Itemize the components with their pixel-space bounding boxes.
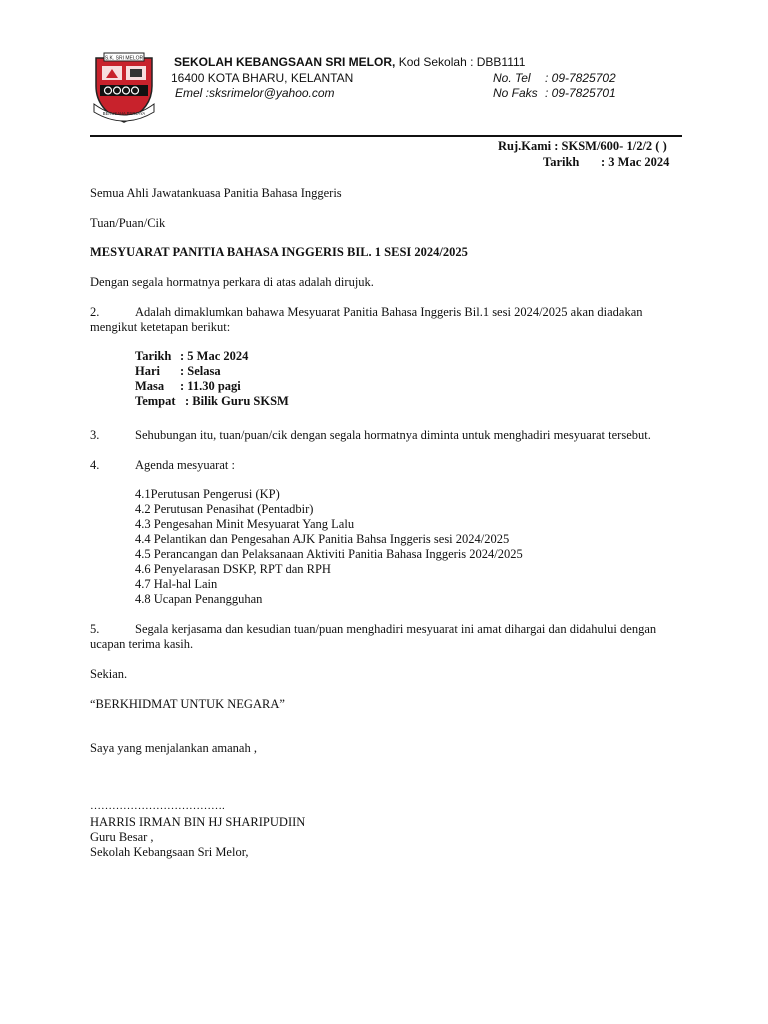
logo-motto-text: BERUSAHA BERJAYA <box>102 111 146 116</box>
para5-number: 5. <box>90 622 100 636</box>
agenda-item: 4.2 Perutusan Penasihat (Pentadbir) <box>135 502 314 516</box>
date-label: Tarikh <box>543 155 580 169</box>
school-crest-logo <box>90 52 158 124</box>
agenda-item: 4.6 Penyelarasan DSKP, RPT dan RPH <box>135 562 331 576</box>
tel-label: No. Tel <box>493 71 531 85</box>
letterhead-line-1 <box>174 55 525 69</box>
signatory-org: Sekolah Kebangsaan Sri Melor, <box>90 845 249 859</box>
closing: Sekian. <box>90 667 128 681</box>
reference-number: Ruj.Kami : SKSM/600- 1/2/2 ( ) <box>498 139 667 153</box>
signature-line: ………………………………. <box>90 800 225 812</box>
school-code: Kod Sekolah : DBB1111 <box>398 55 526 69</box>
detail-masa-label: Masa <box>135 379 165 393</box>
signatory-name: HARRIS IRMAN BIN HJ SHARIPUDIIN <box>90 815 306 829</box>
para3-number: 3. <box>90 428 100 442</box>
school-email: Emel :sksrimelor@yahoo.com <box>175 86 335 100</box>
para2-line1: Adalah dimaklumkan bahawa Mesyuarat Panitia Bahasa Inggeris Bil.1 sesi 2024/2025 akan diadakan <box>135 305 643 319</box>
detail-tempat-value: : Bilik Guru SKSM <box>185 394 289 408</box>
school-name: SEKOLAH KEBANGSAAN SRI MELOR, <box>174 55 396 69</box>
logo-banner-text: S.K. SRI MELOR <box>104 55 144 62</box>
agenda-item: 4.5 Perancangan dan Pelaksanaan Aktiviti Panitia Bahasa Inggeris 2024/2025 <box>135 547 523 561</box>
para4-number: 4. <box>90 458 100 472</box>
detail-masa-value: : 11.30 pagi <box>180 379 241 393</box>
detail-hari-value: : Selasa <box>180 364 221 378</box>
recipient: Semua Ahli Jawatankuasa Panitia Bahasa Inggeris <box>90 186 342 200</box>
subject: MESYUARAT PANITIA BAHASA INGGERIS BIL. 1 SESI 2024/2025 <box>90 245 468 259</box>
detail-tarikh-value: : 5 Mac 2024 <box>180 349 249 363</box>
tel-value: : 09-7825702 <box>545 71 616 85</box>
letterhead-divider <box>90 135 682 137</box>
motto: “BERKHIDMAT UNTUK NEGARA” <box>90 697 285 711</box>
para2-number: 2. <box>90 305 100 319</box>
fax-label: No Faks <box>493 86 538 100</box>
intro: Dengan segala hormatnya perkara di atas adalah dirujuk. <box>90 275 374 289</box>
date-value: : 3 Mac 2024 <box>601 155 670 169</box>
detail-tempat-label: Tempat <box>135 394 176 408</box>
agenda-item: 4.7 Hal-hal Lain <box>135 577 218 591</box>
agenda-item: 4.1Perutusan Pengerusi (KP) <box>135 487 280 501</box>
detail-hari-label: Hari <box>135 364 160 378</box>
signatory-title: Guru Besar , <box>90 830 154 844</box>
para3-text: Sehubungan itu, tuan/puan/cik dengan segala hormatnya diminta untuk menghadiri mesyuarat tersebut. <box>135 428 651 442</box>
signoff: Saya yang menjalankan amanah , <box>90 741 257 755</box>
agenda-item: 4.4 Pelantikan dan Pengesahan AJK Panitia Bahsa Inggeris sesi 2024/2025 <box>135 532 510 546</box>
agenda-item: 4.8 Ucapan Penangguhan <box>135 592 263 606</box>
para5-line1: Segala kerjasama dan kesudian tuan/puan menghadiri mesyuarat ini amat dihargai dan didahului dengan <box>135 622 657 636</box>
para2-line2: mengikut ketetapan berikut: <box>90 320 231 334</box>
fax-value: : 09-7825701 <box>545 86 616 100</box>
para4-text: Agenda mesyuarat : <box>135 458 235 472</box>
salutation: Tuan/Puan/Cik <box>90 216 166 230</box>
detail-tarikh-label: Tarikh <box>135 349 172 363</box>
agenda-item: 4.3 Pengesahan Minit Mesyuarat Yang Lalu <box>135 517 355 531</box>
school-address: 16400 KOTA BHARU, KELANTAN <box>171 71 354 85</box>
para5-line2: ucapan terima kasih. <box>90 637 194 651</box>
